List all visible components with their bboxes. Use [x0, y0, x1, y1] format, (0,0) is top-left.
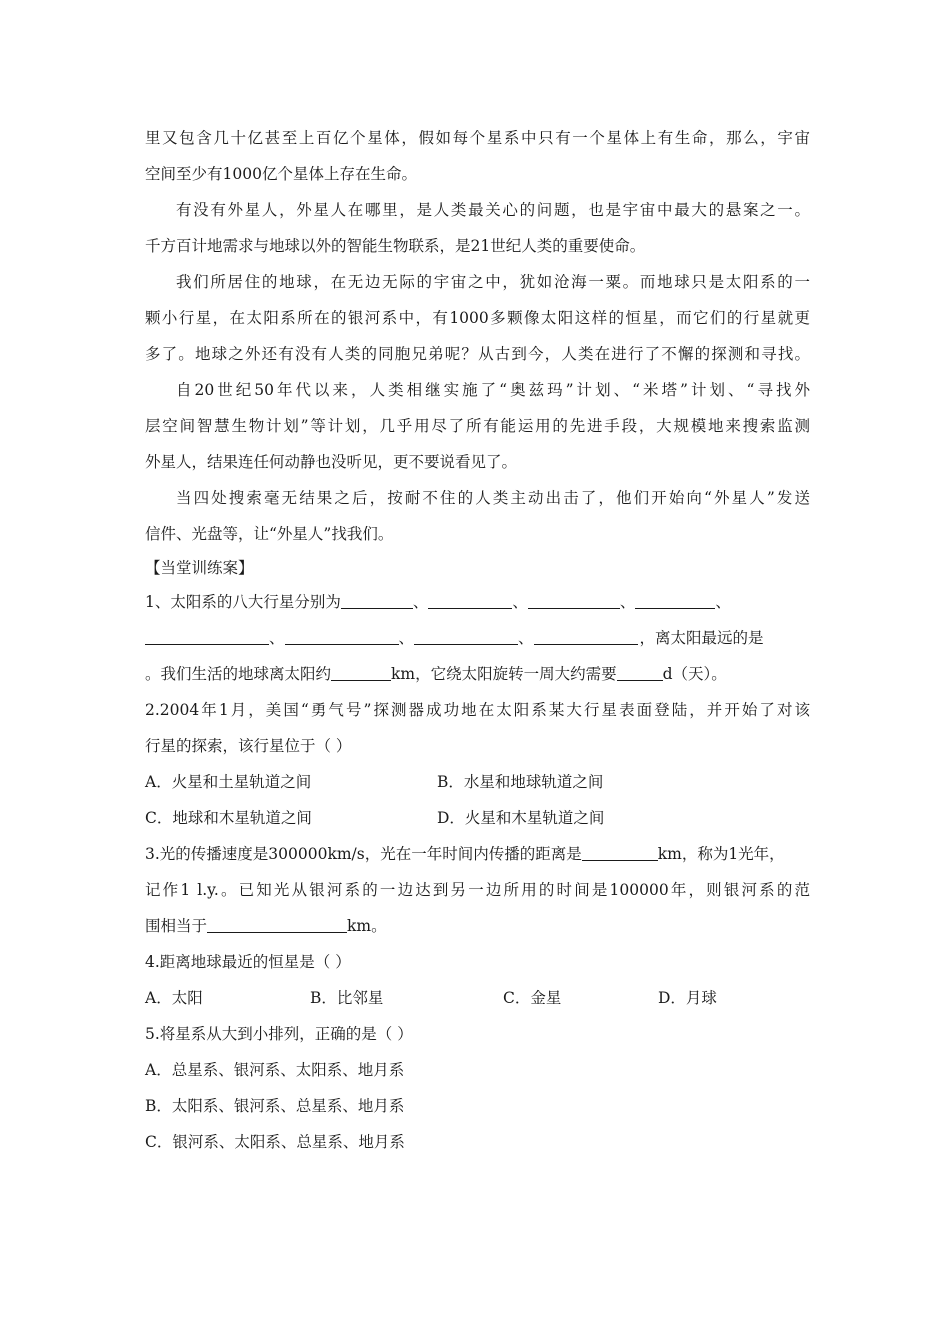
- answer-blank[interactable]: [331, 663, 391, 681]
- paragraph-line: 里又包含几十亿甚至上百亿个星体，假如每个星系中只有一个星体上有生命，那么，宇宙: [145, 129, 810, 147]
- answer-blank[interactable]: [428, 591, 512, 609]
- question-3-line-2: 记作1 l.y.。已知光从银河系的一边达到另一边所用的时间是100000年，则银河系的范: [145, 881, 810, 899]
- question-2-options-row: [145, 800, 810, 836]
- option-b[interactable]: B．太阳系、银河系、总星系、地月系: [145, 1097, 405, 1115]
- question-2-stem: 2.2004年1月，美国“勇气号”探测器成功地在太阳系某大行星表面登陆，并开始了对该: [145, 701, 810, 719]
- paragraph-line: 我们所居住的地球，在无边无际的宇宙之中，犹如沧海一粟。而地球只是太阳系的一: [176, 273, 810, 291]
- answer-blank[interactable]: [207, 915, 347, 933]
- paragraph-line: 外星人，结果连任何动静也没听见，更不要说看见了。: [145, 453, 518, 471]
- question-5-stem: 5.将星系从大到小排列，正确的是（ ）: [145, 1025, 413, 1043]
- option-a[interactable]: A．太阳: [145, 989, 203, 1007]
- answer-blank[interactable]: [582, 843, 658, 861]
- option-a[interactable]: A．火星和土星轨道之间: [145, 773, 312, 791]
- separator: 、: [398, 629, 415, 647]
- question-2-options-row: [145, 764, 810, 800]
- section-title: 【当堂训练案】: [145, 559, 254, 577]
- answer-blank[interactable]: [528, 591, 620, 609]
- option-c[interactable]: C．金星: [503, 989, 562, 1007]
- separator: 、: [715, 593, 731, 611]
- answer-blank[interactable]: [534, 627, 638, 645]
- paragraph-line: 颗小行星，在太阳系所在的银河系中，有1000多颗像太阳这样的恒星，而它们的行星就更: [145, 309, 810, 327]
- paragraph-line: 信件、光盘等，让“外星人”找我们。: [145, 525, 394, 543]
- paragraph-line: 自20世纪50年代以来，人类相继实施了“奥兹玛”计划、“米塔”计划、“寻找外: [176, 381, 810, 399]
- question-text: ，离太阳最远的是: [639, 629, 764, 647]
- question-2-stem: 行星的探索，该行星位于（ ）: [145, 737, 352, 755]
- paragraph-line: 空间至少有1000亿个星体上存在生命。: [145, 165, 417, 183]
- answer-blank[interactable]: [145, 627, 269, 645]
- question-1-line-1: [145, 584, 810, 620]
- option-a[interactable]: A．总星系、银河系、太阳系、地月系: [145, 1061, 405, 1079]
- paragraph-line: 多了。地球之外还有没有人类的同胞兄弟呢？从古到今，人类在进行了不懈的探测和寻找。: [145, 345, 810, 363]
- separator: 、: [512, 593, 528, 611]
- option-d[interactable]: D．月球: [658, 989, 717, 1007]
- question-text: d（天）。: [662, 665, 727, 683]
- paragraph-line: 千方百计地需求与地球以外的智能生物联系，是21世纪人类的重要使命。: [145, 237, 646, 255]
- question-1-line-2: [145, 620, 810, 656]
- paragraph-line: 层空间智慧生物计划”等计划，几乎用尽了所有能运用的先进手段，大规模地来搜索监测: [145, 417, 810, 435]
- question-1-line-3: [145, 656, 810, 692]
- question-text: km，称为1光年，: [657, 845, 785, 863]
- answer-blank[interactable]: [414, 627, 518, 645]
- question-text: 围相当于: [145, 917, 208, 935]
- option-c[interactable]: C．地球和木星轨道之间: [145, 809, 312, 827]
- option-c[interactable]: C．银河系、太阳系、总星系、地月系: [145, 1133, 405, 1151]
- separator: 、: [412, 593, 429, 611]
- answer-blank[interactable]: [635, 591, 715, 609]
- paragraph-line: 有没有外星人，外星人在哪里，是人类最关心的问题，也是宇宙中最大的悬案之一。: [176, 201, 810, 219]
- question-4-stem: 4.距离地球最近的恒星是（ ）: [145, 953, 351, 971]
- question-3-line-1: [145, 836, 810, 872]
- answer-blank[interactable]: [341, 591, 413, 609]
- option-b[interactable]: B．水星和地球轨道之间: [437, 773, 604, 791]
- question-4-options-row: [145, 980, 810, 1016]
- question-text: 。我们生活的地球离太阳约: [145, 665, 332, 683]
- option-d[interactable]: D．火星和木星轨道之间: [437, 809, 605, 827]
- separator: 、: [619, 593, 636, 611]
- question-text: 1、太阳系的八大行星分别为: [145, 593, 341, 611]
- separator: 、: [269, 629, 285, 647]
- question-text: 3.光的传播速度是300000km/s，光在一年时间内传播的距离是: [145, 845, 582, 863]
- question-text: km，它绕太阳旋转一周大约需要: [391, 665, 617, 683]
- answer-blank[interactable]: [617, 663, 663, 681]
- option-b[interactable]: B．比邻星: [310, 989, 384, 1007]
- question-3-line-3: [145, 908, 810, 944]
- separator: 、: [518, 629, 534, 647]
- document-content: [145, 120, 810, 1160]
- question-text: km。: [347, 917, 387, 935]
- answer-blank[interactable]: [285, 627, 399, 645]
- paragraph-line: 当四处搜索毫无结果之后，按耐不住的人类主动出击了，他们开始向“外星人”发送: [176, 489, 810, 507]
